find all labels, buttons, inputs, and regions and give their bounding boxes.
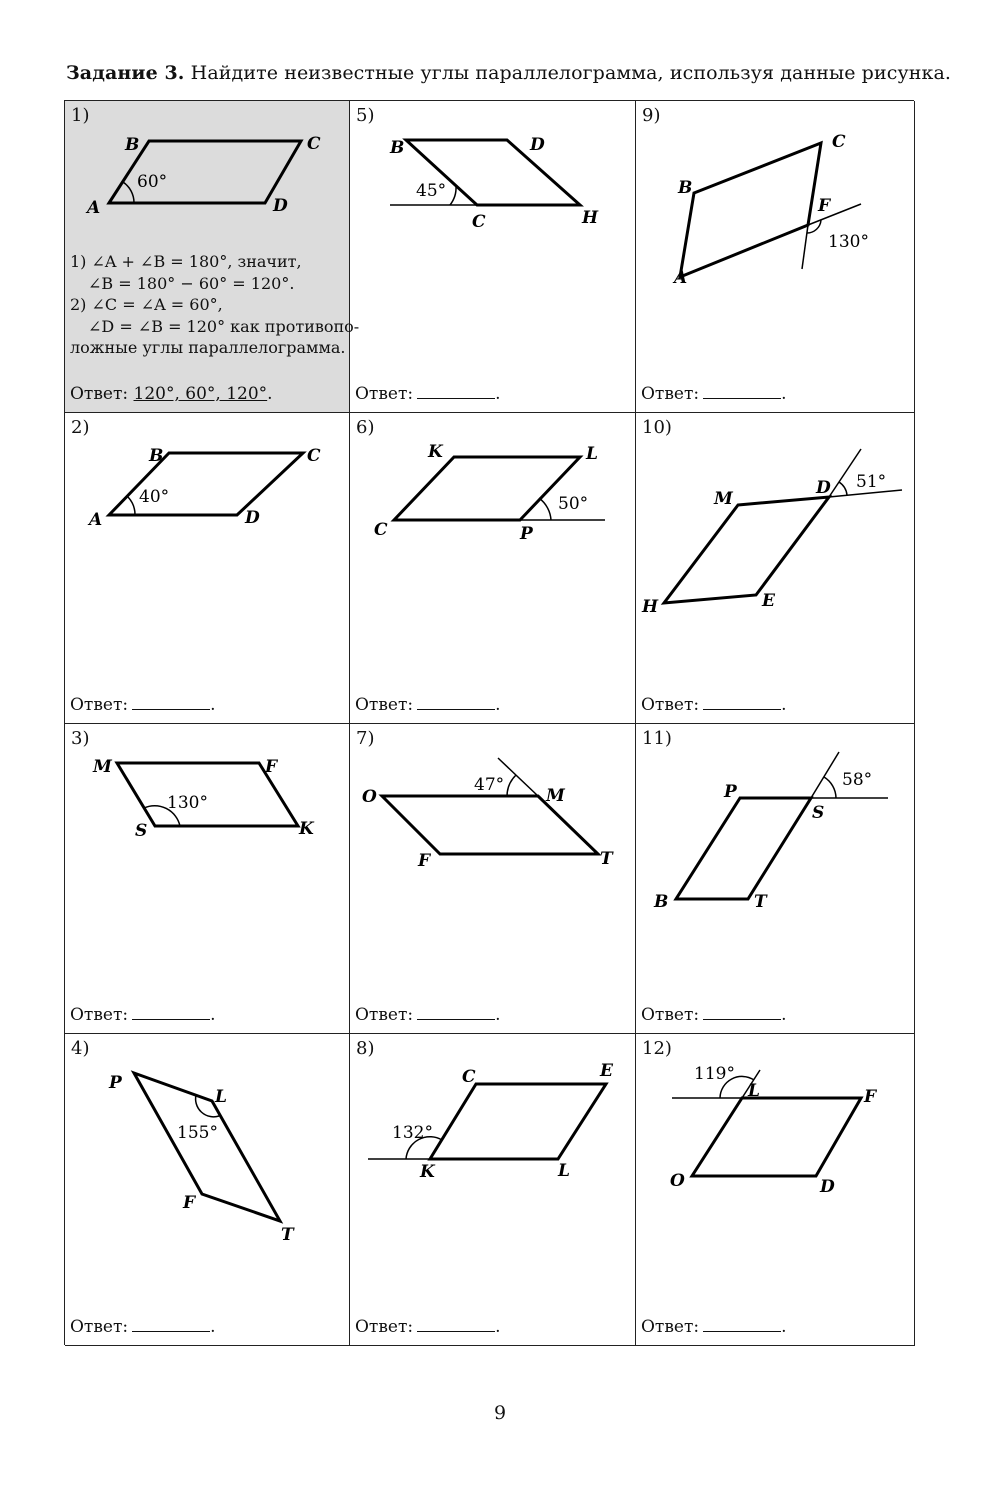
cell-10 <box>636 413 915 724</box>
answer-label: Ответ: <box>355 384 414 404</box>
task-text: Найдите неизвестные углы параллелограмма, используя данные рисунка. <box>190 62 952 84</box>
vertex-label: C <box>472 212 486 232</box>
angle-label: 47° <box>474 775 505 795</box>
vertex-label: B <box>149 446 164 466</box>
vertex-label: H <box>582 208 599 228</box>
answer-label: Ответ: <box>641 695 700 715</box>
answer-label: Ответ: <box>641 1005 700 1025</box>
answer-blank[interactable] <box>703 1005 781 1020</box>
vertex-label: C <box>832 132 846 152</box>
answer-label: Ответ: <box>355 1317 414 1337</box>
vertex-label: B <box>125 135 140 155</box>
answer-line: Ответ: . <box>70 695 216 715</box>
answer-blank[interactable] <box>132 1005 210 1020</box>
vertex-label: D <box>273 196 288 216</box>
answer-label: Ответ: <box>641 384 700 404</box>
vertex-label: B <box>654 892 669 912</box>
answer-label: Ответ: <box>355 1005 414 1025</box>
answer-label: Ответ: <box>70 1317 129 1337</box>
cell-9 <box>636 101 915 413</box>
answer-label: Ответ: <box>641 1317 700 1337</box>
parallelogram-figure <box>636 724 914 954</box>
answer-line: Ответ: . <box>641 695 787 715</box>
vertex-label: C <box>307 446 321 466</box>
vertex-label: K <box>420 1162 435 1182</box>
cell-number: 8) <box>356 1038 375 1059</box>
parallelogram-figure <box>636 101 914 331</box>
answer-line: Ответ: . <box>641 1317 787 1337</box>
cell-5 <box>350 101 636 413</box>
vertex-label: O <box>362 787 377 807</box>
vertex-label: B <box>390 138 405 158</box>
answer-blank[interactable] <box>703 384 781 399</box>
vertex-label: C <box>462 1067 476 1087</box>
cell-number: 10) <box>642 417 672 438</box>
answer-value: 120°, 60°, 120° <box>133 384 268 404</box>
answer-blank[interactable] <box>417 384 495 399</box>
solution-line: 2) ∠C = ∠A = 60°, <box>70 295 223 314</box>
vertex-label: B <box>678 178 693 198</box>
vertex-label: F <box>818 196 831 216</box>
answer-blank[interactable] <box>703 695 781 710</box>
cell-number: 2) <box>71 417 90 438</box>
cell-number: 4) <box>71 1038 90 1059</box>
vertex-label: T <box>754 892 767 912</box>
answer-line: Ответ: 120°, 60°, 120°. <box>70 384 273 404</box>
answer-blank[interactable] <box>132 1317 210 1332</box>
task-grid <box>64 100 914 1345</box>
cell-number: 11) <box>642 728 672 749</box>
vertex-label: S <box>135 821 148 841</box>
angle-label: 132° <box>392 1123 433 1143</box>
parallelogram-figure <box>65 1034 349 1264</box>
answer-line: Ответ: . <box>355 1005 501 1025</box>
cell-8 <box>350 1034 636 1346</box>
cell-number: 6) <box>356 417 375 438</box>
parallelogram-figure <box>65 413 349 643</box>
task-title <box>66 62 951 84</box>
answer-label: Ответ: <box>355 695 414 715</box>
angle-label: 45° <box>416 181 447 201</box>
vertex-label: L <box>558 1161 570 1181</box>
solution-line: ∠B = 180° − 60° = 120°. <box>88 273 295 293</box>
answer-blank[interactable] <box>132 695 210 710</box>
parallelogram-figure <box>636 413 914 643</box>
cell-12 <box>636 1034 915 1346</box>
solution-line: ложные углы параллелограмма. <box>70 338 346 357</box>
angle-label: 130° <box>167 793 208 813</box>
answer-label: Ответ: <box>70 1005 129 1025</box>
answer-line: Ответ: . <box>70 1005 216 1025</box>
vertex-label: C <box>307 134 321 154</box>
vertex-label: E <box>762 591 775 611</box>
cell-7 <box>350 724 636 1034</box>
vertex-label: P <box>109 1073 122 1093</box>
vertex-label: F <box>864 1087 877 1107</box>
vertex-label: C <box>374 520 388 540</box>
cell-4 <box>65 1034 350 1346</box>
vertex-label: O <box>670 1171 685 1191</box>
angle-label: 40° <box>139 487 170 507</box>
parallelogram-figure <box>350 724 635 954</box>
answer-blank[interactable] <box>417 695 495 710</box>
angle-label: 58° <box>842 770 873 790</box>
solution-line: ∠D = ∠B = 120° как противопо- <box>88 316 360 336</box>
answer-line: Ответ: . <box>355 1317 501 1337</box>
vertex-label: T <box>600 849 613 869</box>
task-label: Задание 3. <box>66 62 185 84</box>
cell-number: 7) <box>356 728 375 749</box>
answer-blank[interactable] <box>417 1005 495 1020</box>
angle-label: 60° <box>137 172 168 192</box>
angle-label: 155° <box>177 1123 218 1143</box>
vertex-label: M <box>714 489 733 509</box>
vertex-label: F <box>183 1193 196 1213</box>
cell-number: 1) <box>71 105 90 126</box>
answer-line: Ответ: . <box>70 1317 216 1337</box>
vertex-label: H <box>642 597 659 617</box>
parallelogram-figure <box>350 1034 635 1264</box>
vertex-label: P <box>724 782 737 802</box>
vertex-label: L <box>586 444 598 464</box>
vertex-label: K <box>428 442 443 462</box>
vertex-label: S <box>812 803 825 823</box>
vertex-label: L <box>748 1081 760 1101</box>
cell-3 <box>65 724 350 1034</box>
parallelogram-figure <box>65 724 349 954</box>
vertex-label: A <box>674 268 688 288</box>
solution-line: 1) ∠A + ∠B = 180°, значит, <box>70 252 302 271</box>
vertex-label: L <box>215 1087 227 1107</box>
vertex-label: P <box>520 524 533 544</box>
vertex-label: A <box>89 510 103 530</box>
angle-label: 130° <box>828 232 869 252</box>
vertex-label: D <box>530 135 545 155</box>
vertex-label: M <box>93 757 112 777</box>
cell-6 <box>350 413 636 724</box>
answer-line: Ответ: . <box>641 384 787 404</box>
vertex-label: D <box>245 508 260 528</box>
answer-blank[interactable] <box>703 1317 781 1332</box>
angle-label: 119° <box>694 1064 735 1084</box>
answer-line: Ответ: . <box>641 1005 787 1025</box>
vertex-label: F <box>418 851 431 871</box>
cell-2 <box>65 413 350 724</box>
answer-line: Ответ: . <box>355 695 501 715</box>
vertex-label: M <box>546 786 565 806</box>
answer-label: Ответ: <box>70 695 129 715</box>
cell-11 <box>636 724 915 1034</box>
parallelogram-figure <box>350 413 635 643</box>
answer-line: Ответ: . <box>355 384 501 404</box>
vertex-label: A <box>87 198 101 218</box>
page-number: 9 <box>493 1402 507 1424</box>
vertex-label: K <box>299 819 314 839</box>
cell-number: 3) <box>71 728 90 749</box>
vertex-label: T <box>281 1225 294 1245</box>
cell-number: 5) <box>356 105 375 126</box>
answer-label: Ответ: <box>70 384 129 404</box>
sample-solution <box>70 251 359 359</box>
vertex-label: D <box>816 478 831 498</box>
angle-label: 50° <box>558 494 589 514</box>
cell-number: 9) <box>642 105 661 126</box>
angle-label: 51° <box>856 472 887 492</box>
cell-number: 12) <box>642 1038 672 1059</box>
cell-1-sample <box>65 101 360 413</box>
parallelogram-figure <box>636 1034 914 1264</box>
answer-blank[interactable] <box>417 1317 495 1332</box>
vertex-label: F <box>265 757 278 777</box>
vertex-label: D <box>820 1177 835 1197</box>
vertex-label: E <box>600 1061 613 1081</box>
parallelogram-figure <box>350 101 635 331</box>
